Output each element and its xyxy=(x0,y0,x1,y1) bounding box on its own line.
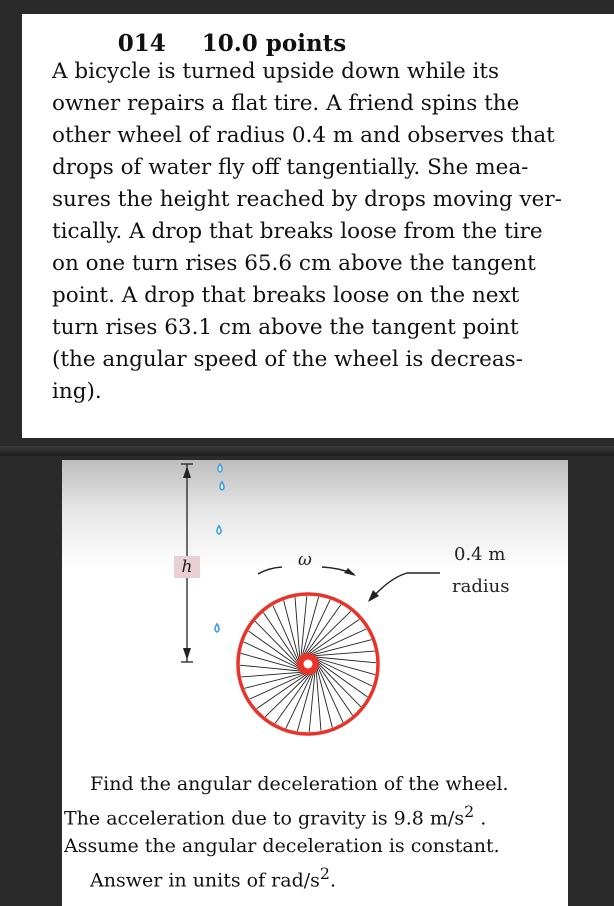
omega-arrowhead xyxy=(344,568,356,576)
exponent: 2 xyxy=(319,864,330,884)
question-line: Assume the angular deceleration is constant. xyxy=(64,835,500,858)
water-drop-icon xyxy=(215,624,219,632)
height-bottom-arrowhead xyxy=(183,648,191,660)
problem-line: drops of water fly off tangentially. She mea- xyxy=(52,155,529,180)
omega-label: ω xyxy=(298,550,312,570)
height-top-arrowhead xyxy=(183,466,191,478)
punctuation: . xyxy=(329,869,337,892)
punctuation: . xyxy=(474,807,487,830)
problem-header xyxy=(22,30,442,57)
problem-line: on one turn rises 65.6 cm above the tangent xyxy=(52,251,536,276)
height-label: h xyxy=(174,556,200,578)
spoke xyxy=(312,657,361,707)
question-line xyxy=(64,798,564,832)
problem-panel xyxy=(22,14,614,438)
question-line: Find the angular deceleration of the wheel. xyxy=(90,773,509,795)
problem-line: tically. A drop that breaks loose from the tire xyxy=(52,219,543,244)
wheel-diagram xyxy=(62,460,568,760)
exponent: 2 xyxy=(464,802,475,821)
question-text xyxy=(64,770,564,895)
problem-line: other wheel of radius 0.4 m and observes that xyxy=(52,123,555,148)
problem-line: point. A drop that breaks loose on the next xyxy=(52,283,520,308)
water-drop-icon xyxy=(220,482,224,490)
water-drops xyxy=(215,464,224,632)
spoke xyxy=(265,668,315,717)
panel-separator xyxy=(0,446,614,456)
axle xyxy=(304,660,313,669)
problem-number: 014 xyxy=(117,30,166,57)
gravity-text: The acceleration due to gravity is 9.8 m/s xyxy=(64,807,465,830)
water-drop-icon xyxy=(217,526,221,534)
problem-points: 10.0 points xyxy=(201,30,347,57)
figure-panel xyxy=(62,460,568,906)
radius-label: radius xyxy=(452,576,510,597)
units-text: Answer in units of rad/s xyxy=(90,869,320,892)
water-drop-icon xyxy=(218,464,222,472)
radius-value: 0.4 m xyxy=(454,544,506,565)
problem-line: A bicycle is turned upside down while its xyxy=(52,59,500,84)
problem-line: ing). xyxy=(52,379,102,404)
problem-line: sures the height reached by drops moving ver- xyxy=(52,187,562,212)
omega-arc-left xyxy=(258,567,282,574)
problem-line: (the angular speed of the wheel is decreas- xyxy=(52,347,523,372)
spoke xyxy=(255,621,304,671)
radius-pointer xyxy=(372,573,440,598)
problem-statement xyxy=(52,56,592,408)
spoke xyxy=(301,611,351,660)
problem-line: owner repairs a flat tire. A friend spins the xyxy=(52,91,520,116)
problem-line: turn rises 63.1 cm above the tangent point xyxy=(52,315,519,340)
question-line xyxy=(64,860,564,894)
